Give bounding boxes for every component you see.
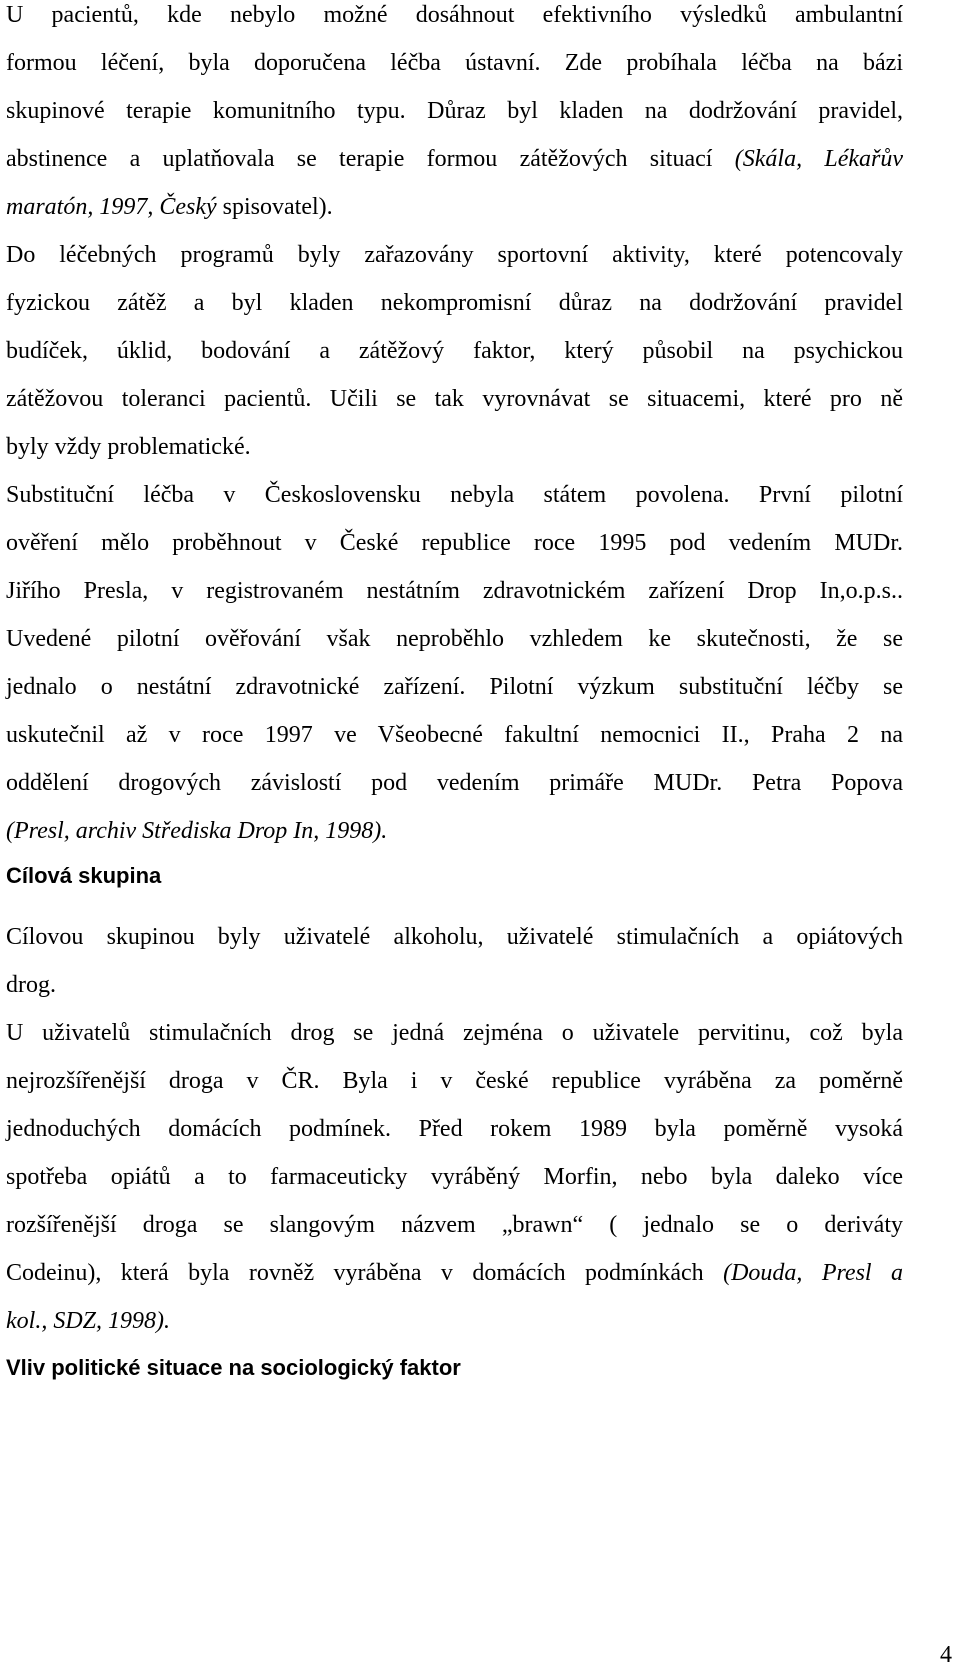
text-line: skupinové terapie komunitního typu. Důraz byl kladen na dodržování pravidel, [6,98,903,124]
text-line: Cílovou skupinou byly uživatelé alkoholu, uživatelé stimulačních a opiátových [6,924,903,950]
text-line [6,192,903,222]
citation: (Skála, Lékařův [734,146,903,172]
text-segment: abstinence a uplatňovala se terapie formou zátěžových situací [6,146,735,172]
citation: (Douda, Presl a [723,1260,903,1286]
text-line: Substituční léčba v Československu nebyla státem povolena. První pilotní [6,482,903,508]
text-line: budíček, úklid, bodování a zátěžový faktor, který působil na psychickou [6,338,903,364]
text-line: byly vždy problematické. [6,434,251,460]
text-line: U pacientů, kde nebylo možné dosáhnout efektivního výsledků ambulantní [6,2,903,28]
text-line: spotřeba opiátů a to farmaceuticky vyráběný Morfin, nebo byla daleko více [6,1164,903,1190]
text-line: jednalo o nestátní zdravotnické zařízení. Pilotní výzkum substituční léčby se [6,674,903,700]
citation: (Presl, archiv Střediska Drop In, 1998). [6,818,388,844]
text-line [6,1258,903,1288]
section-heading: Vliv politické situace na sociologický faktor [6,1355,461,1380]
citation: maratón, 1997, Český [6,194,217,220]
text-line: oddělení drogových závislostí pod vedením primáře MUDr. Petra Popova [6,770,903,796]
page-number: 4 [940,1642,952,1668]
text-segment: Codeinu), která byla rovněž vyráběna v domácích podmínkách [6,1260,724,1286]
text-line: ověření mělo proběhnout v České republice roce 1995 pod vedením MUDr. [6,530,903,556]
text-line: zátěžovou toleranci pacientů. Učili se tak vyrovnávat se situacemi, které pro ně [6,386,903,412]
text-line: formou léčení, byla doporučena léčba ústavní. Zde probíhala léčba na bázi [6,50,903,76]
text-line: Do léčebných programů byly zařazovány sportovní aktivity, které potencovaly [6,242,903,268]
text-line: fyzickou zátěž a byl kladen nekompromisní důraz na dodržování pravidel [6,290,903,316]
text-segment: spisovatel). [216,194,333,220]
text-line: uskutečnil až v roce 1997 ve Všeobecné fakultní nemocnici II., Praha 2 na [6,722,903,748]
section-heading: Cílová skupina [6,863,162,888]
text-line: rozšířenější droga se slangovým názvem „brawn“ ( jednalo se o deriváty [6,1212,903,1238]
text-line: U uživatelů stimulačních drog se jedná zejména o uživatele pervitinu, což byla [6,1020,903,1046]
text-line: Uvedené pilotní ověřování však neproběhlo vzhledem ke skutečnosti, že se [6,626,903,652]
citation: kol., SDZ, 1998). [6,1308,170,1334]
text-line: nejrozšířenější droga v ČR. Byla i v české republice vyráběna za poměrně [6,1068,903,1094]
text-line: drog. [6,972,56,998]
text-line: Jiřího Presla, v registrovaném nestátním zdravotnickém zařízení Drop In,o.p.s.. [6,578,903,604]
text-line: jednoduchých domácích podmínek. Před rokem 1989 byla poměrně vysoká [6,1116,903,1142]
text-line [6,144,903,174]
